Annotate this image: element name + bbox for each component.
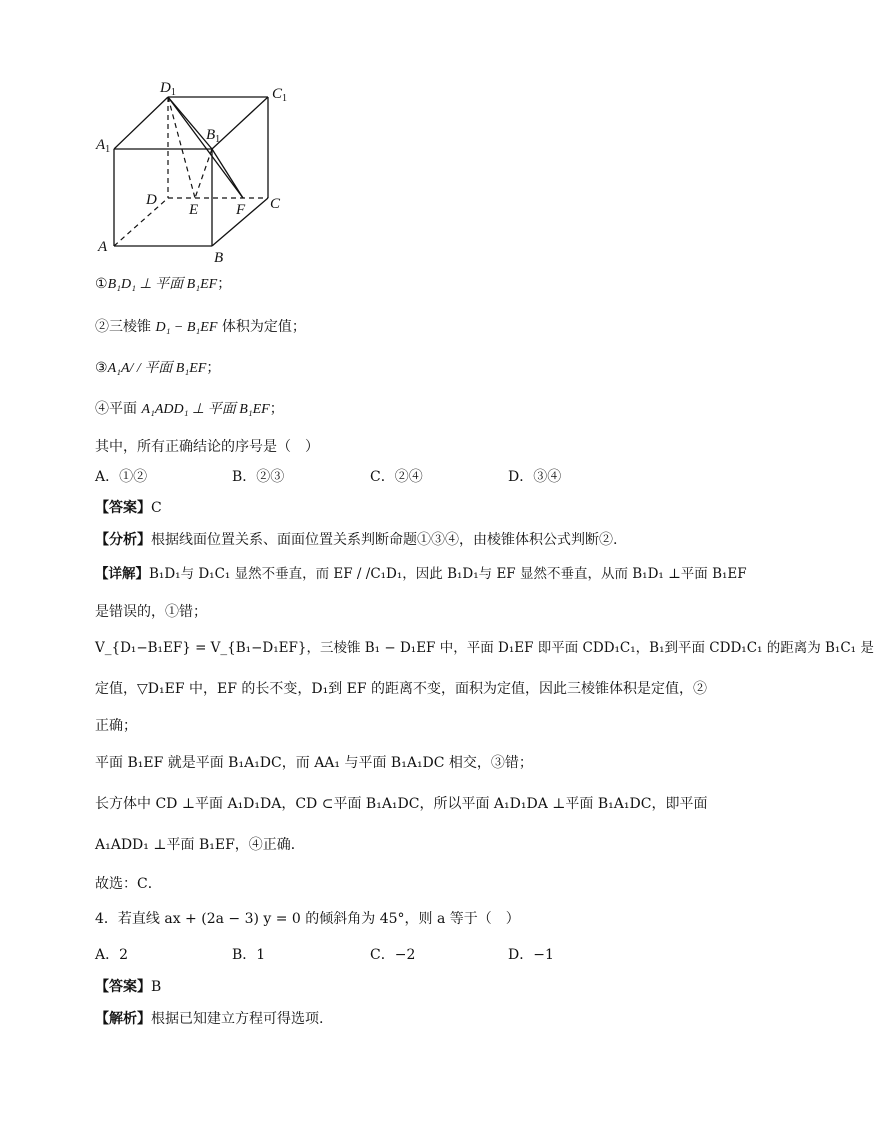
q3-option-d: D．③④ [508, 469, 562, 485]
statement-1: ①B₁D₁ ⊥ 平面 B₁EF； [95, 276, 232, 292]
question-4: 4．若直线 ax + (2a − 3) y = 0 的倾斜角为 45°，则 a 等于（ ） [95, 911, 520, 927]
edge-D1-F [168, 97, 243, 198]
statement-3: ③A₁A/ / 平面 B₁EF； [95, 360, 221, 376]
jiexi: 【解析】根据已知建立方程可得选项. [95, 1011, 324, 1027]
detail-line-8: A₁ADD₁ ⊥平面 B₁EF，④正确． [95, 837, 305, 853]
detail-line-9: 故选：C． [95, 876, 162, 892]
label-F: F [236, 202, 246, 218]
cube-figure [88, 76, 298, 272]
label-A: A [98, 239, 108, 255]
q4-option-d: D．−1 [508, 947, 554, 963]
label-D: D [146, 192, 157, 208]
detail-line-5: 正确； [95, 718, 137, 734]
answer-3: 【答案】C [95, 500, 162, 516]
label-D1: $D_1$ [160, 80, 176, 98]
detail-line-6: 平面 B₁EF 就是平面 B₁A₁DC，而 AA₁ 与平面 B₁A₁DC 相交，③错； [95, 755, 533, 771]
label-C: C [270, 196, 281, 212]
edge-B1-C1 [212, 97, 268, 149]
analysis: 【分析】根据线面位置关系、面面位置关系判断命题①③④，由棱锥体积公式判断②. [95, 532, 618, 548]
detail-line-1: 【详解】B₁D₁与 D₁C₁ 显然不垂直，而 EF / /C₁D₁，因此 B₁D₁与 EF 显然不垂直，从而 B₁D₁ ⊥平面 B₁EF [95, 566, 747, 582]
q4-option-b: B．1 [232, 947, 266, 963]
hidden-edge-A-D [114, 198, 168, 246]
statement-4: ④平面 A₁ADD₁ ⊥ 平面 B₁EF； [95, 401, 284, 417]
detail-line-3: V_{D₁−B₁EF} = V_{B₁−D₁EF}，三棱锥 B₁ − D₁EF 中，平面 D₁EF 即平面 CDD₁C₁，B₁到平面 CDD₁C₁ 的距离为 B₁C₁ 是 [95, 640, 874, 656]
detail-line-7: 长方体中 CD ⊥平面 A₁D₁DA，CD ⊂平面 B₁A₁DC，所以平面 A₁D₁DA ⊥平面 B₁A₁DC，即平面 [95, 796, 708, 812]
label-B1: $B_1$ [206, 127, 221, 145]
answer-4: 【答案】B [95, 979, 162, 995]
label-B: B [214, 250, 224, 266]
statement-2: ②三棱锥 D₁ − B₁EF 体积为定值； [95, 319, 306, 335]
q3-option-b: B．②③ [232, 469, 285, 485]
q3-option-c: C．②④ [370, 469, 423, 485]
detail-line-2: 是错误的，①错； [95, 604, 207, 620]
question-tail: 其中，所有正确结论的序号是（ ） [95, 439, 319, 455]
label-A1: $A_1$ [96, 137, 111, 155]
detail-line-4: 定值，▽D₁EF 中，EF 的长不变，D₁到 EF 的距离不变，面积为定值，因此三棱锥体积是定值，② [95, 681, 708, 697]
q4-option-c: C．−2 [370, 947, 416, 963]
q3-option-a: A．①② [95, 469, 148, 485]
label-C1: $C_1$ [272, 86, 288, 104]
cube-diagram [88, 76, 298, 272]
hidden-edge-B1-E [195, 149, 212, 198]
q4-option-a: A．2 [95, 947, 129, 963]
edge-A1-D1 [114, 97, 168, 149]
label-E: E [189, 202, 199, 218]
